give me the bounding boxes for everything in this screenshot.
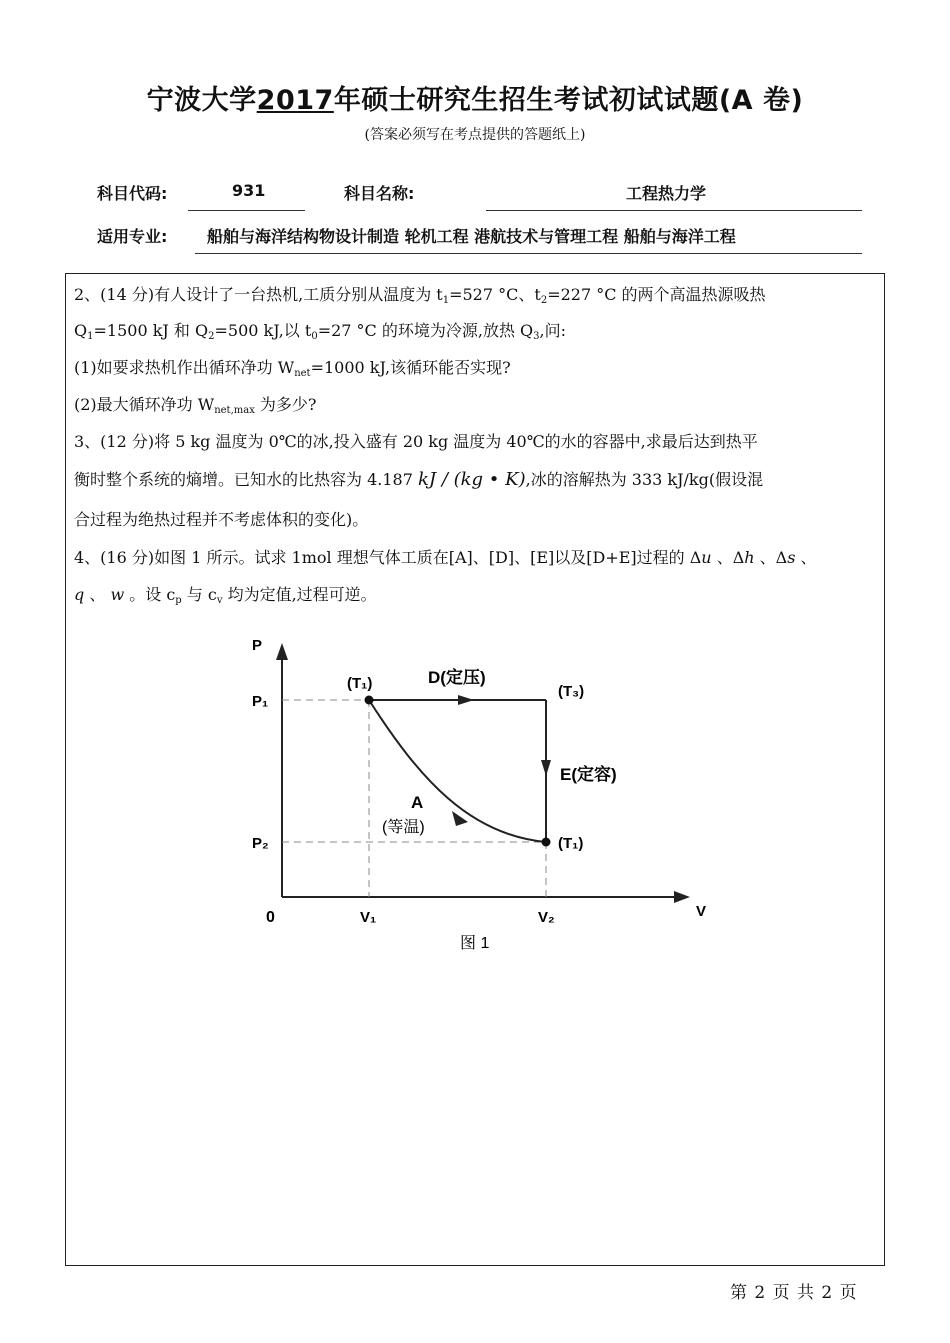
q4-line1: 4、(16 分)如图 1 所示。试求 1mol 理想气体工质在[A]、[D]、[E]以及[D+E]过程的 Δu 、Δh 、Δs 、 [74, 548, 817, 567]
y-axis-arrow-icon [276, 643, 288, 660]
p2-label: P₂ [252, 835, 269, 852]
t3-label: (T₃) [558, 683, 585, 700]
major-value: 船舶与海洋结构物设计制造 轮机工程 港航技术与管理工程 船舶与海洋工程 [207, 227, 736, 246]
q2-part1: (1)如要求热机作出循环净功 $W_{net}=1000$ kJ,该循环能否实现? [74, 358, 511, 379]
state-point-2 [542, 838, 551, 847]
x-axis-arrow-icon [674, 891, 690, 903]
origin-label: 0 [266, 909, 275, 926]
q2-part2: (2)最大循环净功 $W_{net,max}$ 为多少? [74, 395, 317, 416]
subject-name-label: 科目名称: [344, 184, 415, 203]
q2-line2: $Q_1=1500$ kJ 和 $Q_2=500$ kJ,以 $t_0=27$ °C 的环境为冷源,放热 $Q_3$,问: [74, 321, 567, 342]
exam-title: 宁波大学2017年硕士研究生招生考试初试试题(A 卷) [146, 85, 804, 116]
subject-code-label: 科目代码: [97, 184, 168, 203]
process-a-sublabel: (等温) [382, 819, 425, 836]
process-d-label: D(定压) [428, 668, 486, 687]
v2-label: V₂ [538, 909, 555, 926]
state-point-1 [365, 696, 374, 705]
subject-name-value: 工程热力学 [626, 184, 707, 203]
q4-line2: q 、 w 。设 $c_p$ 与 $c_v$ 均为定值,过程可逆。 [74, 585, 377, 606]
process-a-arrow-icon [452, 811, 468, 826]
major-label: 适用专业: [97, 227, 168, 246]
exam-subtitle: (答案必须写在考点提供的答题纸上) [364, 127, 586, 143]
x-axis-label: V [696, 903, 707, 920]
process-e-label: E(定容) [560, 765, 617, 784]
page-number: 第 2 页 共 2 页 [730, 1283, 858, 1303]
q3-line2: 衡时整个系统的熵增。已知水的比热容为 4.187 kJ / (kg • K),冰的溶解热为 333 kJ/kg(假设混 [74, 469, 764, 490]
p1-label: P₁ [252, 693, 269, 710]
subject-code-value: 931 [232, 181, 266, 200]
q3-line3: 合过程为绝热过程并不考虑体积的变化)。 [74, 510, 369, 529]
y-axis-label: P [252, 637, 263, 654]
q2-line1: 2、(14 分)有人设计了一台热机,工质分别从温度为 $t_1=527$ °C、$t_2=227$ °C 的两个高温热源吸热 [74, 285, 766, 306]
q3-line1: 3、(12 分)将 5 kg 温度为 0℃的冰,投入盛有 20 kg 温度为 40℃的水的容器中,求最后达到热平 [74, 432, 758, 451]
t1-bottom-label: (T₁) [558, 835, 584, 852]
process-d-arrow-icon [458, 695, 474, 705]
process-a-label: A [411, 793, 424, 812]
process-e-arrow-icon [541, 760, 551, 776]
v1-label: V₁ [360, 909, 377, 926]
t1-top-label: (T₁) [347, 675, 373, 692]
figure-caption: 图 1 [460, 935, 490, 952]
